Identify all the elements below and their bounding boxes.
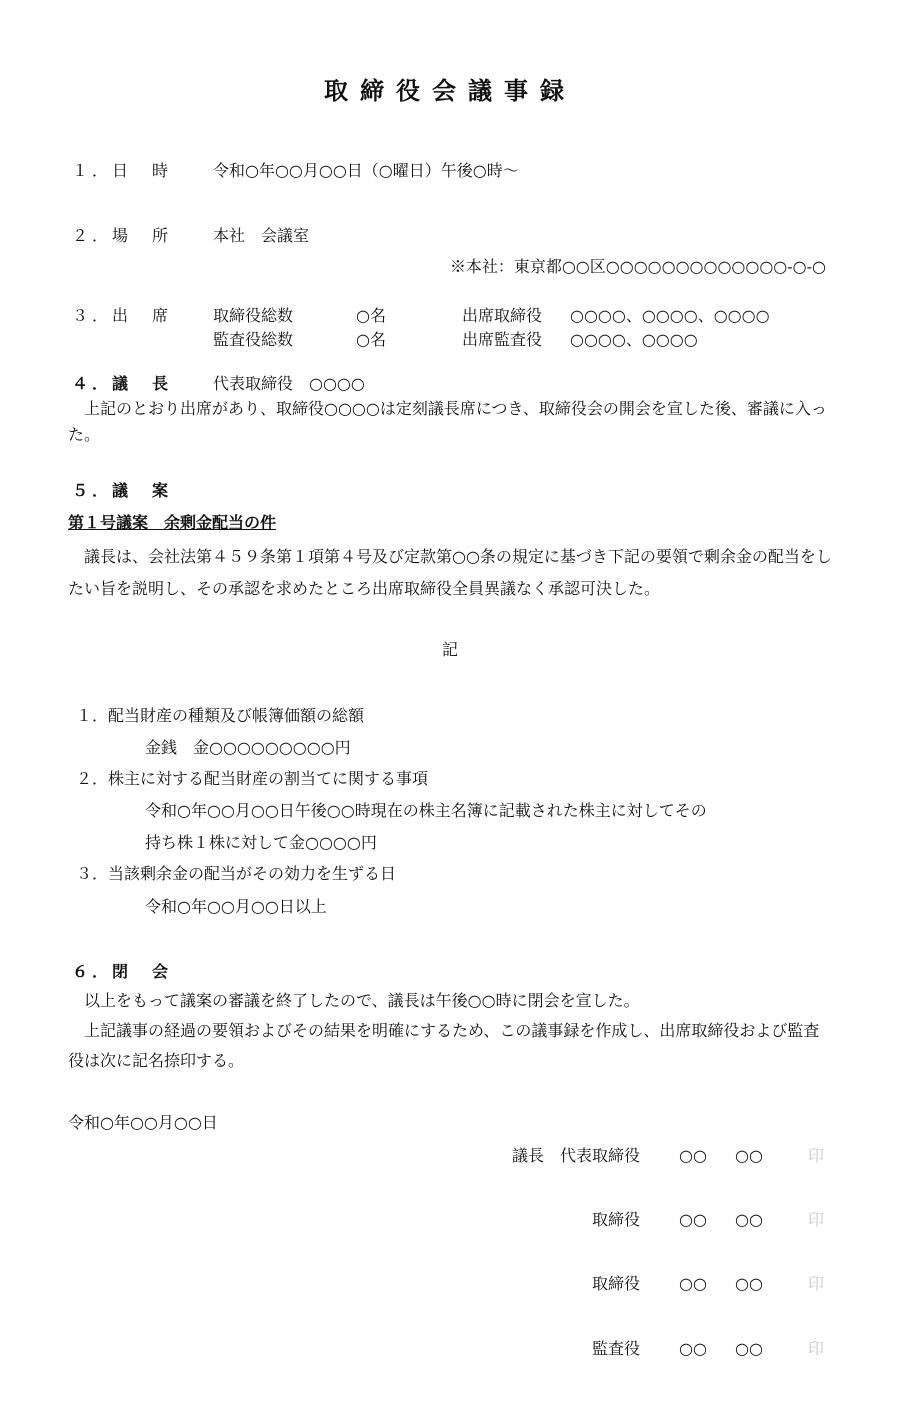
signature-1-role: 議長 代表取締役: [511, 1146, 640, 1165]
section-4-text: 上記のとおり出席があり、取締役○○○○は定刻議長席につき、取締役会の開会を宣した後、審議に入った。: [68, 399, 827, 444]
item-2-title: [76, 769, 428, 789]
signature-1-given-name: ○○: [735, 1146, 763, 1165]
section-6-heading: [72, 962, 172, 982]
section-3-label: 出 席: [112, 306, 173, 325]
section-4-value: 代表取締役 ○○○○: [213, 374, 365, 393]
item-2-detail-line1: 令和○年○○月○○日午後○○時現在の株主名簿に記載された株主に対してその: [145, 801, 707, 820]
section-5-number: ５．: [72, 481, 113, 500]
auditors-total-value: ○名: [356, 330, 386, 349]
signature-1-seal: 印: [808, 1146, 825, 1165]
signature-4-seal: 印: [808, 1339, 825, 1358]
signature-2-surname: ○○: [679, 1210, 707, 1229]
directors-total-label: 取締役総数: [213, 306, 294, 325]
section-6-text-2: 上記議事の経過の要領およびその結果を明確にするため、この議事録を作成し、出席取締役および監査役は次に記名捺印する。: [68, 1021, 820, 1070]
section-5-label: 議 案: [112, 481, 173, 500]
section-1-label: 日 時: [112, 161, 173, 180]
section-6-label: 閉 会: [112, 962, 173, 981]
section-2-value: 本社 会議室: [213, 226, 310, 245]
item-2-detail-line2: 持ち株１株に対して金○○○○円: [145, 833, 377, 852]
item-2-number: ２．: [76, 769, 109, 788]
item-1-detail: 金銭 金○○○○○○○○○円: [145, 738, 351, 757]
section-3-number: ３．: [72, 306, 113, 325]
item-3-detail: 令和○年○○月○○日以上: [145, 897, 327, 916]
section-4-label: 議 長: [112, 374, 173, 393]
section-2-number: ２．: [72, 226, 113, 245]
section-2-heading: [72, 226, 172, 246]
signature-4-surname: ○○: [679, 1339, 707, 1358]
document-title: 取締役会議事録: [324, 76, 576, 105]
signature-3-given-name: ○○: [735, 1274, 763, 1293]
agenda-1-text: 議長は、会社法第４５９条第１項第４号及び定款第○○条の規定に基づき下記の要領で剰余金の配当をしたい旨を説明し、その承認を求めたところ出席取締役全員異議なく承認可決した。: [68, 547, 832, 598]
section-1-number: １．: [72, 161, 113, 180]
item-2-title-text: 株主に対する配当財産の割当てに関する事項: [108, 769, 429, 788]
document-date: 令和○年○○月○○日: [68, 1113, 218, 1132]
section-1-value: 令和○年○○月○○日（○曜日）午後○時～: [213, 161, 519, 180]
section-4-heading: [72, 374, 172, 394]
item-1-number: １．: [76, 706, 109, 725]
section-2-label: 場 所: [112, 226, 173, 245]
section-5-heading: [72, 481, 172, 501]
signature-4-given-name: ○○: [735, 1339, 763, 1358]
signature-2-given-name: ○○: [735, 1210, 763, 1229]
section-3-heading: [72, 306, 172, 326]
attending-directors-label: 出席取締役: [462, 306, 543, 325]
attending-directors-value: ○○○○、○○○○、○○○○: [570, 306, 770, 325]
signature-3-seal: 印: [808, 1274, 825, 1293]
signature-2-seal: 印: [808, 1210, 825, 1229]
attending-auditors-label: 出席監査役: [462, 330, 543, 349]
item-3-title: [76, 864, 396, 884]
attending-auditors-value: ○○○○、○○○○: [570, 330, 698, 349]
section-4-number: ４．: [72, 374, 113, 393]
signature-3-surname: ○○: [679, 1274, 707, 1293]
signature-4-role: 監査役: [591, 1339, 640, 1358]
item-1-title-text: 配当財産の種類及び帳簿価額の総額: [108, 706, 365, 725]
section-1-heading: [72, 161, 172, 181]
directors-total-value: ○名: [356, 306, 386, 325]
signature-3-role: 取締役: [591, 1274, 640, 1293]
section-2-note: ※本社：東京都○○区○○○○○○○○○○○○○-○-○: [449, 257, 826, 276]
item-3-title-text: 当該剰余金の配当がその効力を生ずる日: [108, 864, 397, 883]
agenda-1-title: 第１号議案 余剰金配当の件: [68, 513, 277, 532]
section-6-text-1: 以上をもって議案の審議を終了したので、議長は午後○○時に閉会を宣した。: [84, 991, 640, 1010]
auditors-total-label: 監査役総数: [213, 330, 294, 349]
signature-2-role: 取締役: [591, 1210, 640, 1229]
item-3-number: ３．: [76, 864, 109, 883]
signature-1-surname: ○○: [679, 1146, 707, 1165]
section-6-number: ６．: [72, 962, 113, 981]
item-1-title: [76, 706, 364, 726]
ki-heading: 記: [441, 640, 458, 659]
